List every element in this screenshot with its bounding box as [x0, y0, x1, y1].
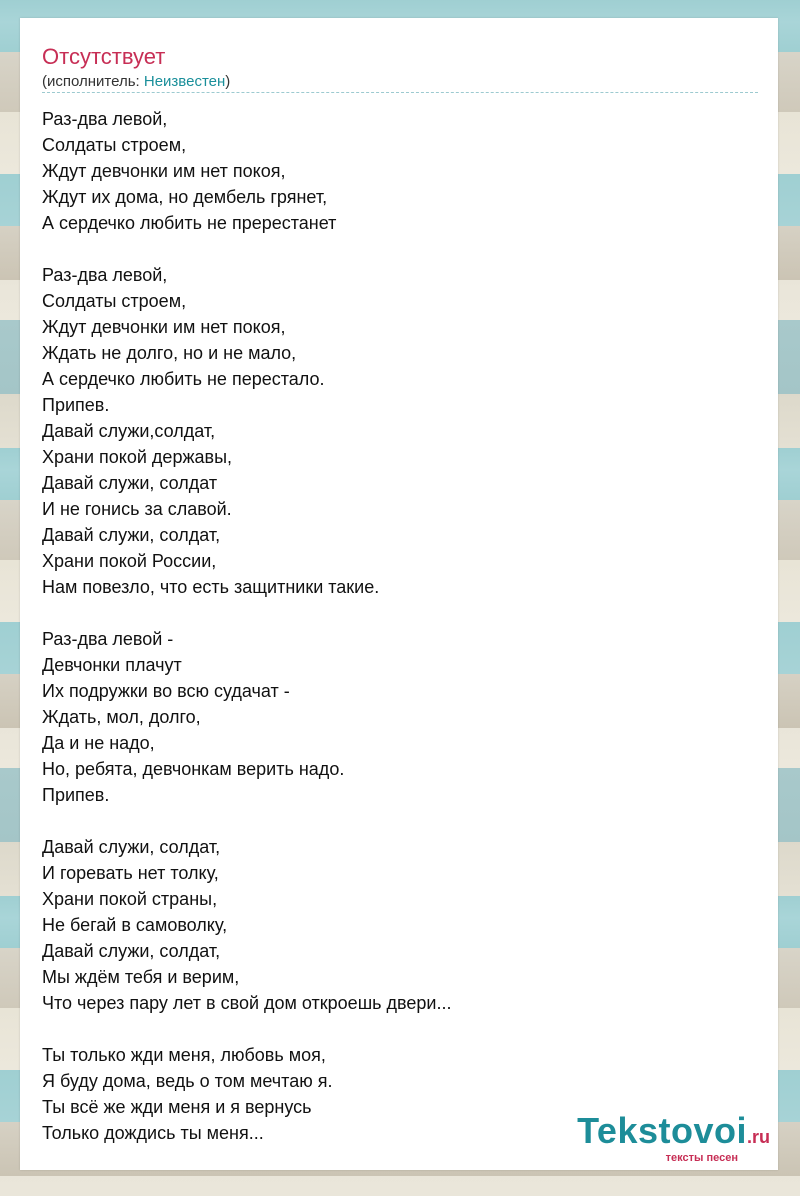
lyric-line: Давай служи,солдат,	[42, 421, 216, 441]
lyric-blank-line	[42, 600, 758, 626]
lyric-line: И не гонись за славой.	[42, 499, 232, 519]
lyric-line: Храни покой державы,	[42, 447, 233, 467]
logo-wordmark	[577, 1110, 770, 1155]
lyric-line: Но, ребята, девчонкам верить надо.	[42, 759, 345, 779]
lyric-line: А сердечко любить не перестало.	[42, 369, 325, 389]
lyric-line: Припев.	[42, 395, 110, 415]
lyric-line: Ты всё же жди меня и я вернусь	[42, 1097, 312, 1117]
lyric-blank-line	[42, 1016, 758, 1042]
lyric-line: Ждут девчонки им нет покоя,	[42, 161, 286, 181]
song-title: Отсутствует	[42, 44, 166, 69]
lyric-line: Что через пару лет в свой дом откроешь двери...	[42, 993, 452, 1013]
artist-line	[42, 73, 230, 91]
artist-prefix: (исполнитель:	[42, 73, 144, 90]
lyric-blank-line	[42, 236, 758, 262]
lyric-line: Да и не надо,	[42, 733, 155, 753]
lyric-line: Девчонки плачут	[42, 655, 182, 675]
lyric-line: Давай служи, солдат,	[42, 941, 221, 961]
lyric-line: Припев.	[42, 785, 110, 805]
lyric-line: И горевать нет толку,	[42, 863, 219, 883]
lyrics-body	[42, 106, 758, 1146]
artist-link[interactable]: Неизвестен	[143, 73, 226, 90]
lyric-line: Я буду дома, ведь о том мечтаю я.	[42, 1071, 333, 1091]
divider	[42, 92, 758, 93]
lyric-line: А сердечко любить не пререстанет	[42, 213, 337, 233]
lyric-line: Мы ждём тебя и верим,	[42, 967, 240, 987]
lyric-line: Ждут девчонки им нет покоя,	[42, 317, 286, 337]
lyric-line: Солдаты строем,	[42, 291, 187, 311]
lyric-line: Давай служи, солдат,	[42, 525, 221, 545]
lyric-line: Раз-два левой,	[42, 265, 168, 285]
lyric-line: Раз-два левой -	[42, 629, 174, 649]
lyric-line: Только дождись ты меня...	[42, 1123, 264, 1143]
lyric-line: Ты только жди меня, любовь моя,	[42, 1045, 326, 1065]
logo-tagline: тексты песен	[665, 1152, 738, 1164]
lyric-line: Давай служи, солдат,	[42, 837, 221, 857]
logo-word: Tekstovoi	[577, 1110, 747, 1151]
site-logo[interactable]	[577, 1110, 770, 1164]
lyrics-card	[20, 18, 778, 1170]
logo-tld: .ru	[746, 1127, 770, 1147]
lyric-blank-line	[42, 808, 758, 834]
lyric-line: Давай служи, солдат	[42, 473, 218, 493]
lyric-line: Храни покой России,	[42, 551, 217, 571]
lyric-line: Их подружки во всю судачат -	[42, 681, 290, 701]
lyric-line: Раз-два левой,	[42, 109, 168, 129]
lyric-line: Храни покой страны,	[42, 889, 218, 909]
lyric-line: Солдаты строем,	[42, 135, 187, 155]
artist-suffix: )	[225, 73, 231, 90]
lyric-line: Нам повезло, что есть защитники такие.	[42, 577, 380, 597]
lyric-line: Ждать не долго, но и не мало,	[42, 343, 297, 363]
lyric-line: Не бегай в самоволку,	[42, 915, 228, 935]
lyric-line: Ждут их дома, но дембель грянет,	[42, 187, 328, 207]
lyric-line: Ждать, мол, долго,	[42, 707, 201, 727]
